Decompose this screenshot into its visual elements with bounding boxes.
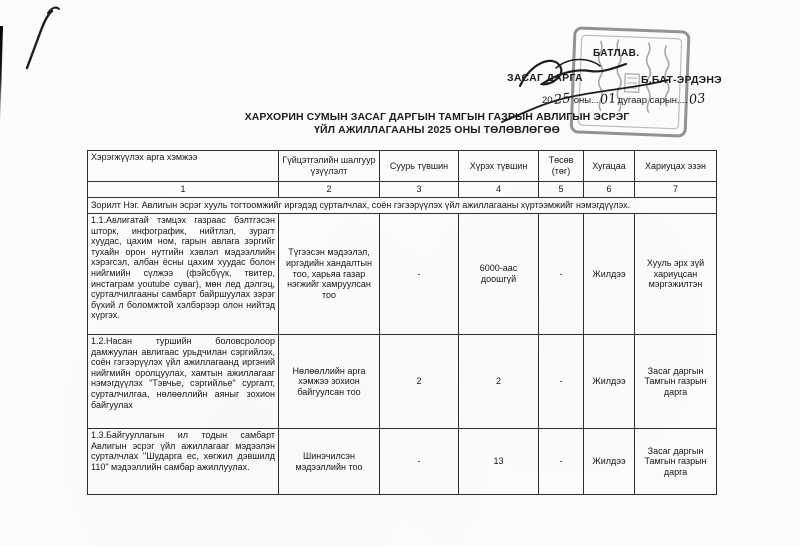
- goal-text: Зорилт Нэг. Авлигын эсрэг хууль тогтоомжийг иргэдэд сурталчлах, соён гэгээрүүлэх үйл ажиллагааны хүртээмжийг нэмэгдүүлэх.: [88, 198, 717, 214]
- approver-name: Б.БАТ-ЭРДЭНЭ: [641, 74, 722, 86]
- row3-timeframe: Жилдээ: [584, 429, 635, 495]
- column-number-row: [88, 182, 717, 198]
- col-number-3: 3: [380, 182, 459, 198]
- row1-measure: 1.1.Авлигатай тэмцэх газраас бэлтгэсэн шторк, инфографик, нийтлэл, зурагт хуудас, цахим ном, гарын авлага зэргийг тухайн орон нутгийн хэвлэл мэдээллийн хэрэгсэл, албан ёсны цахим хуудас болон нийгмийн сүлжээ (фэйсбүүк, твитер, инстаграм youtube суваг), мөн лед дэлгэц, сурталчилгааны самбарт байршуулах зэрэг бүхий л боломжтой хэлбэрээр олон нийтэд хүргэх.: [88, 214, 279, 335]
- row2-baseline: 2: [380, 335, 459, 429]
- scan-edge-artifact: [0, 26, 3, 122]
- row2-timeframe: Жилдээ: [584, 335, 635, 429]
- row1-baseline: -: [380, 214, 459, 335]
- col-number-7: 7: [635, 182, 717, 198]
- col-number-1: 1: [88, 182, 279, 198]
- row3-baseline: -: [380, 429, 459, 495]
- approval-date: [542, 92, 712, 107]
- date-month-suffix: дугаар сарын....: [617, 95, 688, 106]
- col-header-budget: Төсөв (төг): [539, 151, 584, 182]
- document-title-line1: ХАРХОРИН СУМЫН ЗАСАГ ДАРГЫН ТАМГЫН ГАЗРЫН АВЛИГЫН ЭСРЭГ: [244, 111, 630, 123]
- document-title-line2: ҮЙЛ АЖИЛЛАГААНЫ 2025 ОНЫ ТӨЛӨВЛӨГӨӨ: [314, 124, 560, 136]
- row1-timeframe: Жилдээ: [584, 214, 635, 335]
- table-row: [88, 335, 717, 429]
- col-header-measure: Хэрэгжүүлэх арга хэмжээ: [88, 151, 279, 182]
- col-number-2: 2: [279, 182, 380, 198]
- row1-target: 6000-аас доошгүй: [459, 214, 539, 335]
- row1-indicator: Түгээсэн мэдээлэл, иргэдийн хандалтын тоо, харьяа газар нэгжийг хамруулсан тоо: [279, 214, 380, 335]
- col-header-indicator: Гүйцэтгэлийн шалгуур үзүүлэлт: [279, 151, 380, 182]
- date-year-handwritten: 25: [552, 91, 571, 108]
- col-header-responsible: Хариуцах эзэн: [635, 151, 717, 182]
- row3-indicator: Шинэчилсэн мэдээллийн тоо: [279, 429, 380, 495]
- table-row: [88, 214, 717, 335]
- date-prefix: 20: [542, 95, 553, 106]
- goal-row: [88, 198, 717, 214]
- plan-table: [87, 150, 717, 495]
- row2-responsible: Засаг даргын Тамгын газрын дарга: [635, 335, 717, 429]
- row3-target: 13: [459, 429, 539, 495]
- approver-title: ЗАСАГ ДАРГА: [507, 72, 583, 84]
- row3-budget: -: [539, 429, 584, 495]
- col-number-4: 4: [459, 182, 539, 198]
- document-title: [75, 111, 799, 137]
- col-number-6: 6: [584, 182, 635, 198]
- row2-target: 2: [459, 335, 539, 429]
- date-month-handwritten: 01: [599, 91, 618, 108]
- col-header-baseline: Суурь түвшин: [380, 151, 459, 182]
- row2-indicator: Нөлөөллийн арга хэмжээ зохион байгуулсан тоо: [279, 335, 380, 429]
- row2-measure: 1.2.Насан туршийн боловсролоор дамжуулан авлигаас урьдчилан сэргийлэх, соён гэгээрүүлэх үйл ажиллагаанд иргэний нийгмийн оролцуулах, хамтын ажиллагааг нэмэгдүүлэх "Тэвчье, сэргийлье" сургалт, сурталчилгаа, нөлөөллийн аяныг зохион байгуулах: [88, 335, 279, 429]
- row1-budget: -: [539, 214, 584, 335]
- date-of-year: оны...: [573, 95, 600, 106]
- approved-label: БАТЛАВ.: [593, 48, 640, 59]
- row2-budget: -: [539, 335, 584, 429]
- col-header-target: Хүрэх түвшин: [459, 151, 539, 182]
- row3-measure: 1.3.Байгууллагын ил тодын самбарт Авлигын эсрэг үйл ажиллагааг мэдээлэн сурталчлах "Шударга ес, хөгжил дэвшилд 110" мэдээллийн самбар ажиллуулах.: [88, 429, 279, 495]
- date-day-handwritten: 03: [687, 91, 706, 108]
- col-number-5: 5: [539, 182, 584, 198]
- handwritten-tick-mark: [8, 2, 64, 87]
- row3-responsible: Засаг даргын Тамгын газрын дарга: [635, 429, 717, 495]
- col-header-timeframe: Хугацаа: [584, 151, 635, 182]
- table-row: [88, 429, 717, 495]
- table-header-row: [88, 151, 717, 182]
- row1-responsible: Хууль эрх зүй хариуцсан мэргэжилтэн: [635, 214, 717, 335]
